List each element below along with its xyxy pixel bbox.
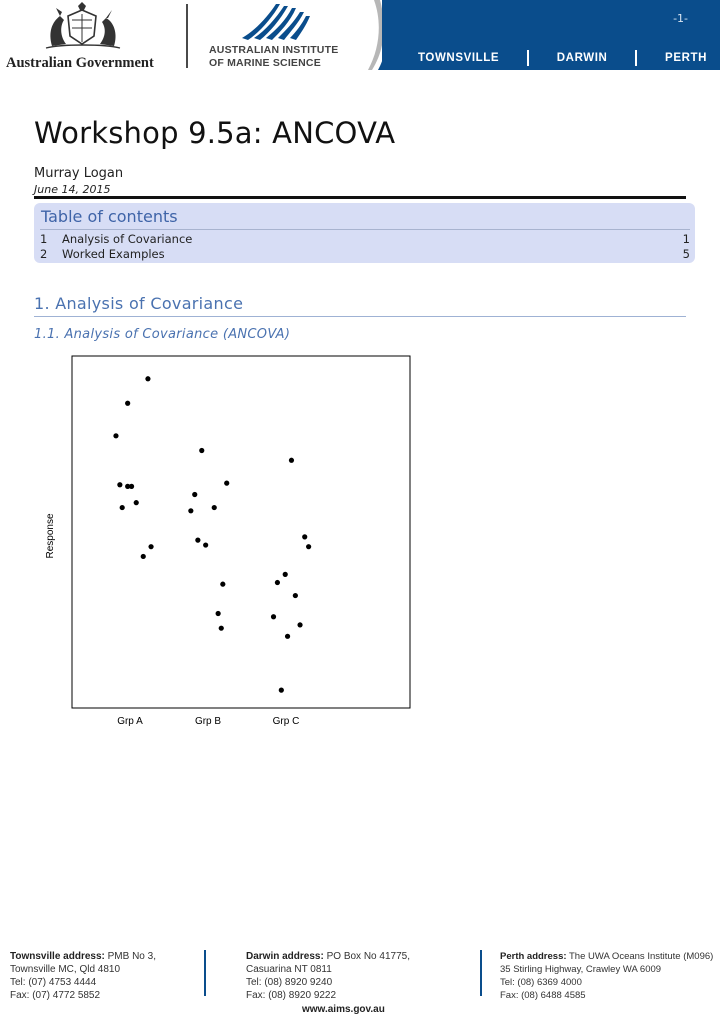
data-point xyxy=(148,544,153,549)
footer-townsville-line1: PMB No 3, xyxy=(107,951,156,962)
x-tick-labels xyxy=(117,716,299,727)
data-point xyxy=(275,580,280,585)
data-point xyxy=(224,481,229,486)
data-point xyxy=(283,572,288,577)
data-point xyxy=(216,611,221,616)
subsection-heading: 1.1. Analysis of Covariance (ANCOVA) xyxy=(34,327,291,342)
toc-entry-number: 2 xyxy=(40,247,48,261)
page-number: -1- xyxy=(673,12,688,25)
data-point xyxy=(141,554,146,559)
data-point xyxy=(302,534,307,539)
city-list xyxy=(418,50,707,66)
data-point xyxy=(199,448,204,453)
plot-frame xyxy=(72,356,410,708)
data-point xyxy=(117,482,122,487)
document-date: June 14, 2015 xyxy=(34,183,111,196)
footer-darwin xyxy=(246,950,410,1002)
table-of-contents xyxy=(34,203,695,263)
document-author: Murray Logan xyxy=(34,166,124,181)
footer-divider xyxy=(480,950,482,996)
data-point xyxy=(120,505,125,510)
data-point xyxy=(113,433,118,438)
toc-title: Table of contents xyxy=(41,207,178,226)
data-point xyxy=(195,538,200,543)
data-point xyxy=(188,508,193,513)
toc-entry-page: 1 xyxy=(682,232,690,246)
footer-perth-line4: Fax: (08) 6488 4585 xyxy=(500,990,586,1001)
footer-darwin-title: Darwin address: xyxy=(246,951,324,962)
data-points xyxy=(113,376,311,693)
header-divider xyxy=(186,4,188,68)
toc-entry-label[interactable]: Analysis of Covariance xyxy=(62,232,193,246)
title-rule xyxy=(34,196,686,199)
footer-darwin-line4: Fax: (08) 8920 9222 xyxy=(246,990,337,1001)
x-tick-label: Grp A xyxy=(117,716,143,727)
city-perth: PERTH xyxy=(665,52,708,65)
data-point xyxy=(293,593,298,598)
x-tick-label: Grp B xyxy=(194,716,222,727)
data-point xyxy=(285,634,290,639)
data-point xyxy=(203,542,208,547)
institute-name-line2: OF MARINE SCIENCE xyxy=(209,57,321,69)
city-darwin: DARWIN xyxy=(556,52,608,65)
x-tick-label: Grp C xyxy=(272,716,300,727)
scatter-chart xyxy=(40,350,420,770)
footer-darwin-line2: Casuarina NT 0811 xyxy=(246,964,332,975)
institute-name xyxy=(209,44,338,70)
toc-entry-number: 1 xyxy=(40,232,48,246)
footer-perth-line2: 35 Stirling Highway, Crawley WA 6009 xyxy=(500,964,662,975)
footer-townsville-line2: Townsville MC, Qld 4810 xyxy=(10,964,121,975)
data-point xyxy=(192,492,197,497)
section-heading: 1. Analysis of Covariance xyxy=(34,294,244,313)
aims-logo-icon xyxy=(236,2,316,42)
footer-townsville xyxy=(10,950,156,1002)
data-point xyxy=(134,500,139,505)
city-townsville: TOWNSVILLE xyxy=(418,52,500,65)
footer-perth-line1: The UWA Oceans Institute (M096) xyxy=(569,951,714,962)
header-band xyxy=(382,0,720,70)
data-point xyxy=(145,376,150,381)
data-point xyxy=(306,544,311,549)
footer-darwin-line3: Tel: (08) 8920 9240 xyxy=(246,977,333,988)
document-title: Workshop 9.5a: ANCOVA xyxy=(34,116,396,150)
data-point xyxy=(297,622,302,627)
toc-entry-label[interactable]: Worked Examples xyxy=(62,247,165,261)
footer-townsville-line3: Tel: (07) 4753 4444 xyxy=(10,977,97,988)
y-axis-label: Response xyxy=(45,513,56,559)
toc-rule xyxy=(40,229,690,230)
data-point xyxy=(279,688,284,693)
footer-perth xyxy=(500,950,713,1002)
footer-divider xyxy=(204,950,206,996)
government-label: Australian Government xyxy=(6,55,154,71)
footer-darwin-line1: PO Box No 41775, xyxy=(326,951,410,962)
city-separator xyxy=(635,50,637,66)
data-point xyxy=(129,484,134,489)
data-point xyxy=(219,626,224,631)
footer-perth-title: Perth address: xyxy=(500,951,567,962)
page-header xyxy=(0,0,720,74)
footer-townsville-title: Townsville address: xyxy=(10,951,105,962)
footer-perth-line3: Tel: (08) 6369 4000 xyxy=(500,977,582,988)
data-point xyxy=(271,614,276,619)
toc-entry-page: 5 xyxy=(682,247,690,261)
footer-website-link[interactable]: www.aims.gov.au xyxy=(302,1004,385,1015)
city-separator xyxy=(527,50,529,66)
page-footer xyxy=(0,940,720,1019)
coat-of-arms-icon xyxy=(38,2,128,52)
data-point xyxy=(125,401,130,406)
section-rule xyxy=(34,316,686,317)
data-point xyxy=(220,582,225,587)
footer-townsville-line4: Fax: (07) 4772 5852 xyxy=(10,990,101,1001)
institute-name-line1: AUSTRALIAN INSTITUTE xyxy=(209,44,339,56)
data-point xyxy=(289,458,294,463)
data-point xyxy=(212,505,217,510)
